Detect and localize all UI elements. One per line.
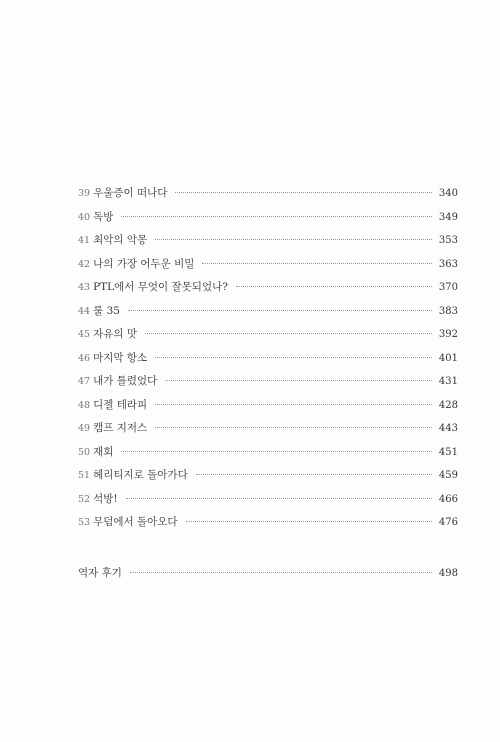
chapter-title: 헤리티지로 돌아가다 bbox=[93, 469, 188, 481]
chapter-title: 디젤 테라피 bbox=[93, 398, 148, 411]
page-number: 349 bbox=[438, 211, 458, 223]
toc-row bbox=[78, 347, 458, 371]
page-number: 459 bbox=[438, 470, 458, 481]
chapter-number: 52 bbox=[78, 493, 91, 505]
chapter-number: 43 bbox=[78, 282, 91, 293]
page-number: 401 bbox=[438, 352, 458, 364]
chapter-title: 우울증이 떠나다 bbox=[93, 187, 168, 199]
chapter-number: 46 bbox=[78, 352, 91, 364]
toc-row bbox=[78, 488, 458, 512]
page-number: 466 bbox=[438, 493, 458, 505]
toc-row bbox=[78, 182, 458, 206]
page-number: 340 bbox=[438, 188, 458, 199]
chapter-title: 나의 가장 어두운 비밀 bbox=[93, 257, 195, 270]
toc-row bbox=[78, 417, 458, 441]
toc-row bbox=[78, 511, 458, 535]
chapter-title: 내가 틀렸었다 bbox=[93, 375, 158, 387]
afterword-title: 역자 후기 bbox=[78, 567, 122, 579]
toc-row bbox=[78, 464, 458, 488]
page-number: 431 bbox=[438, 376, 458, 387]
dot-leader bbox=[121, 451, 432, 452]
dot-leader bbox=[128, 310, 432, 311]
toc-row bbox=[78, 276, 458, 300]
chapter-title: 캠프 지저스 bbox=[93, 422, 148, 434]
dot-leader bbox=[155, 427, 432, 428]
page-number: 392 bbox=[438, 329, 458, 340]
chapter-title: 무덤에서 돌아오다 bbox=[93, 516, 178, 528]
dot-leader bbox=[126, 498, 432, 499]
chapter-number: 48 bbox=[78, 399, 91, 411]
chapter-number: 40 bbox=[78, 211, 91, 223]
page-number: 353 bbox=[438, 235, 458, 246]
toc-row bbox=[78, 229, 458, 253]
dot-leader bbox=[202, 263, 432, 264]
toc-row bbox=[78, 253, 458, 277]
chapter-title: 룰 35 bbox=[93, 304, 120, 317]
chapter-title: 마지막 항소 bbox=[93, 351, 148, 364]
afterword-entry bbox=[78, 562, 458, 586]
dot-leader bbox=[186, 521, 432, 522]
chapter-number: 41 bbox=[78, 235, 91, 246]
dot-leader bbox=[130, 572, 432, 573]
chapter-title: 석방! bbox=[93, 492, 118, 505]
chapter-number: 39 bbox=[78, 188, 91, 199]
toc-row bbox=[78, 323, 458, 347]
chapter-title: 재회 bbox=[93, 445, 114, 458]
chapter-number: 44 bbox=[78, 305, 91, 317]
chapter-number: 53 bbox=[78, 517, 91, 528]
toc-row bbox=[78, 300, 458, 324]
toc-row bbox=[78, 441, 458, 465]
chapter-number: 42 bbox=[78, 258, 91, 270]
page-number: 476 bbox=[438, 517, 458, 528]
chapter-title: PTL에서 무엇이 잘못되었나? bbox=[93, 281, 228, 293]
dot-leader bbox=[175, 192, 432, 193]
chapter-title: 독방 bbox=[93, 210, 114, 223]
dot-leader bbox=[155, 239, 432, 240]
table-of-contents bbox=[78, 182, 458, 535]
page-number: 383 bbox=[438, 305, 458, 317]
chapter-number: 45 bbox=[78, 329, 91, 340]
page-number: 370 bbox=[438, 282, 458, 293]
toc-row bbox=[78, 206, 458, 230]
afterword-page: 498 bbox=[438, 568, 458, 579]
chapter-number: 50 bbox=[78, 446, 91, 458]
chapter-number: 47 bbox=[78, 376, 91, 387]
dot-leader bbox=[145, 333, 432, 334]
page-number: 451 bbox=[438, 446, 458, 458]
dot-leader bbox=[196, 474, 432, 475]
chapter-title: 자유의 맛 bbox=[93, 328, 138, 340]
chapter-number: 51 bbox=[78, 470, 91, 481]
toc-row bbox=[78, 562, 458, 586]
toc-row bbox=[78, 370, 458, 394]
page-number: 428 bbox=[438, 399, 458, 411]
dot-leader bbox=[155, 357, 432, 358]
dot-leader bbox=[121, 216, 432, 217]
page-number: 363 bbox=[438, 258, 458, 270]
chapter-number: 49 bbox=[78, 423, 91, 434]
dot-leader bbox=[236, 286, 432, 287]
toc-row bbox=[78, 394, 458, 418]
page-number: 443 bbox=[438, 423, 458, 434]
dot-leader bbox=[165, 380, 432, 381]
dot-leader bbox=[155, 404, 432, 405]
chapter-title: 최악의 악몽 bbox=[93, 234, 148, 246]
